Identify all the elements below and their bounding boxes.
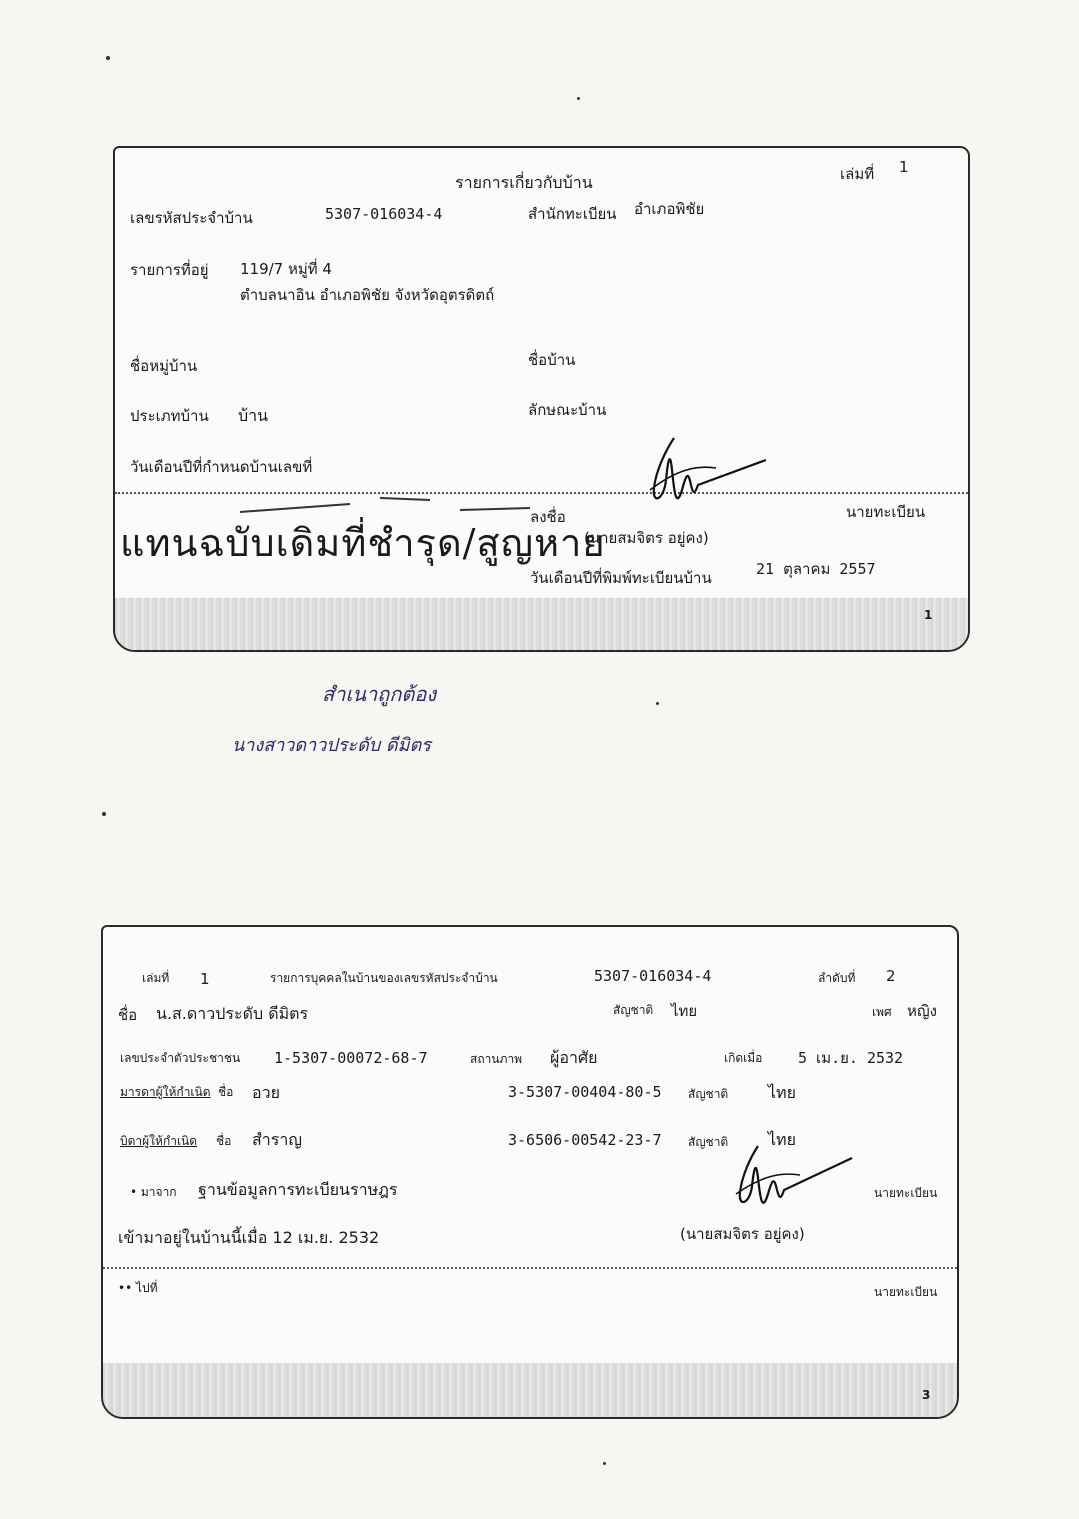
- card-bottom-pattern: [103, 1363, 957, 1417]
- mother-id: 3-5307-00404-80-5: [508, 1083, 662, 1101]
- to-label: •• ไปที่: [118, 1281, 158, 1295]
- card1-book-label: เล่มที่: [840, 165, 875, 183]
- office-value: อำเภอพิชัย: [634, 200, 705, 218]
- address-line1: 119/7 หมู่ที่ 4: [240, 260, 332, 278]
- moved-in-date: เข้ามาอยู่ในบ้านนี้เมื่อ 12 เม.ย. 2532: [118, 1228, 380, 1247]
- card2-book-no: 1: [200, 970, 210, 988]
- card2-registrar-label-2: นายทะเบียน: [874, 1285, 938, 1299]
- father-label: บิดาผู้ให้กำเนิด: [120, 1134, 198, 1148]
- mother-label: มารดาผู้ให้กำเนิด: [120, 1085, 211, 1099]
- card1-page-no: 1: [924, 608, 933, 622]
- certifier-name-note: นางสาวดาวประดับ ดีมิตร: [232, 735, 431, 756]
- nationality-label: สัญชาติ: [613, 1003, 654, 1017]
- print-date-label: วันเดือนปีที่พิมพ์ทะเบียนบ้าน: [530, 569, 712, 587]
- house-code-label: เลขรหัสประจำบ้าน: [130, 209, 253, 227]
- sex-value: หญิง: [907, 1002, 937, 1020]
- from-value: ฐานข้อมูลการทะเบียนราษฎร: [198, 1180, 398, 1199]
- card2-book-label: เล่มที่: [142, 971, 170, 985]
- paper-speck: [603, 1462, 606, 1465]
- father-name-label: ชื่อ: [216, 1134, 232, 1148]
- card1-book-no: 1: [899, 158, 909, 176]
- village-label: ชื่อหมู่บ้าน: [130, 357, 198, 375]
- number-date-label: วันเดือนปีที่กำหนดบ้านเลขที่: [130, 458, 313, 476]
- sex-label: เพศ: [872, 1005, 892, 1019]
- father-id: 3-6506-00542-23-7: [508, 1131, 662, 1149]
- registrar-name: (นายสมจิตร อยู่คง): [584, 529, 709, 547]
- card-bottom-pattern: [115, 598, 968, 650]
- born-value: 5 เม.ย. 2532: [798, 1049, 904, 1067]
- nationality-value: ไทย: [671, 1002, 698, 1020]
- certified-copy-note: สำเนาถูกต้อง: [322, 682, 437, 706]
- from-label: • มาจาก: [130, 1185, 177, 1199]
- status-value: ผู้อาศัย: [550, 1048, 598, 1067]
- card2-registrar-name: (นายสมจิตร อยู่คง): [680, 1225, 805, 1243]
- card2-registrar-label: นายทะเบียน: [874, 1186, 938, 1200]
- order-no: 2: [886, 967, 896, 985]
- house-feature-label: ลักษณะบ้าน: [528, 401, 607, 419]
- registrar-signature-2: [728, 1140, 858, 1220]
- mother-nat-label: สัญชาติ: [688, 1087, 729, 1101]
- card2-page-no: 3: [922, 1388, 931, 1402]
- card2-house-code: 5307-016034-4: [594, 967, 712, 985]
- house-code-value: 5307-016034-4: [325, 205, 443, 223]
- sign-label: ลงชื่อ: [530, 508, 566, 526]
- paper-speck: [106, 56, 110, 60]
- paper-speck: [577, 97, 580, 100]
- mother-nat: ไทย: [768, 1083, 796, 1102]
- address-label: รายการที่อยู่: [130, 261, 209, 279]
- father-nat-label: สัญชาติ: [688, 1135, 729, 1149]
- replacement-stamp: แทนฉบับเดิมที่ชำรุด/สูญหาย: [120, 521, 606, 565]
- dotted-divider: [103, 1267, 957, 1269]
- office-label: สำนักทะเบียน: [528, 205, 617, 223]
- house-name-label: ชื่อบ้าน: [528, 351, 576, 369]
- person-list-label: รายการบุคคลในบ้านของเลขรหัสประจำบ้าน: [270, 971, 498, 985]
- name-value: น.ส.ดาวประดับ ดีมิตร: [156, 1004, 309, 1023]
- id-value: 1-5307-00072-68-7: [274, 1049, 428, 1067]
- mother-name-label: ชื่อ: [218, 1085, 234, 1099]
- address-line2: ตำบลนาอิน อำเภอพิชัย จังหวัดอุตรดิตถ์: [240, 286, 495, 304]
- house-type-value: บ้าน: [238, 406, 269, 425]
- paper-speck: [102, 812, 106, 816]
- mother-name: อวย: [252, 1083, 280, 1102]
- father-name: สำราญ: [252, 1130, 302, 1149]
- paper-speck: [656, 702, 659, 705]
- father-nat: ไทย: [768, 1130, 796, 1149]
- id-label: เลขประจำตัวประชาชน: [120, 1051, 241, 1065]
- print-date-value: 21 ตุลาคม 2557: [756, 560, 876, 578]
- stamp-strike-marks: [230, 490, 560, 520]
- card1-heading: รายการเกี่ยวกับบ้าน: [455, 173, 593, 192]
- order-label: ลำดับที่: [818, 971, 856, 985]
- registrar-signature: [636, 430, 776, 520]
- registrar-label: นายทะเบียน: [846, 503, 926, 521]
- born-label: เกิดเมื่อ: [724, 1051, 763, 1065]
- house-type-label: ประเภทบ้าน: [130, 407, 209, 425]
- status-label: สถานภาพ: [470, 1052, 523, 1066]
- name-label: ชื่อ: [118, 1006, 138, 1024]
